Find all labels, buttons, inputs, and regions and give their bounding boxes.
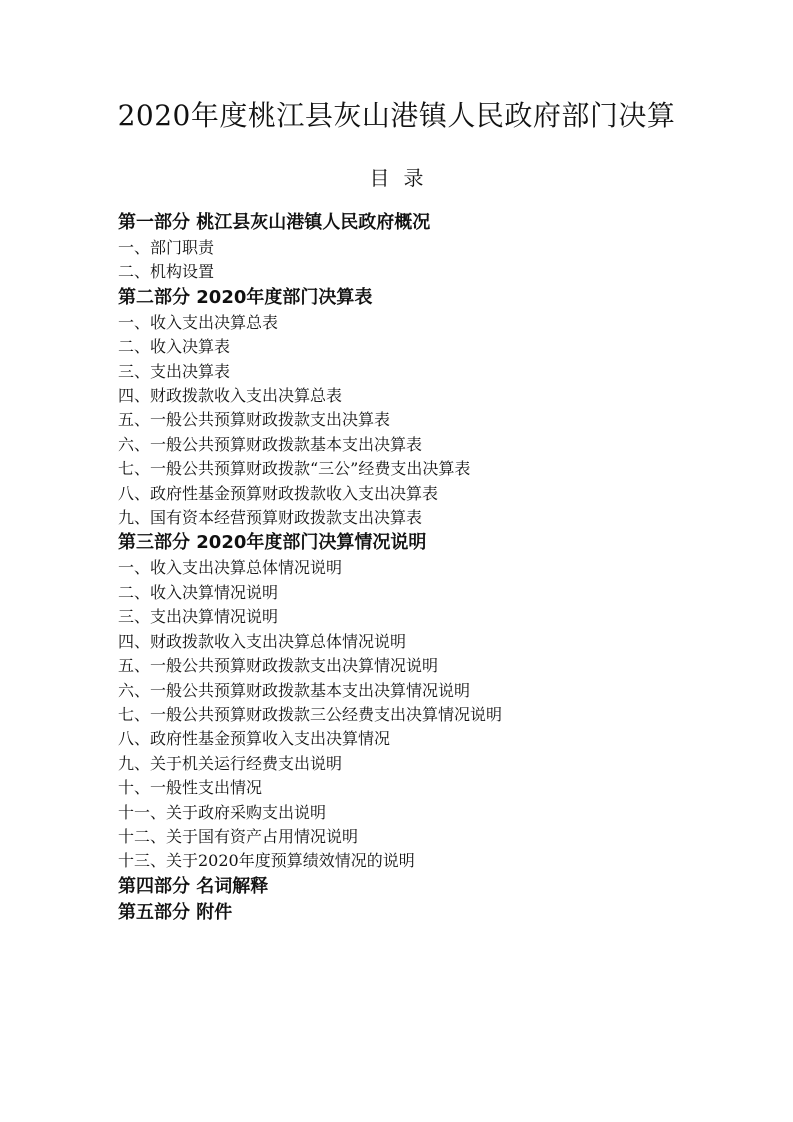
toc-part [118,210,718,285]
toc-part [118,874,718,900]
toc-part-title: 第四部分 名词解释 [118,875,269,897]
toc-part-title: 第一部分 桃江县灰山港镇人民政府概况 [118,212,431,233]
toc-part [118,285,718,531]
toc-item: 六、一般公共预算财政拨款基本支出决算情况说明 [118,680,471,700]
toc-item-list [118,311,718,531]
toc-part [118,900,718,926]
toc-item: 三、支出决算表 [118,361,231,381]
toc-item: 八、政府性基金预算财政拨款收入支出决算表 [118,483,439,503]
toc-item: 八、政府性基金预算收入支出决算情况 [118,729,391,749]
toc-item: 九、国有资本经营预算财政拨款支出决算表 [118,508,423,528]
toc-item: 六、一般公共预算财政拨款基本支出决算表 [118,434,423,454]
toc-item: 五、一般公共预算财政拨款支出决算情况说明 [118,656,439,676]
table-of-contents [118,210,718,926]
toc-item: 七、一般公共预算财政拨款“三公”经费支出决算表 [118,459,471,479]
toc-item: 四、财政拨款收入支出决算总表 [118,386,343,406]
toc-item-list [118,556,718,873]
toc-item: 二、收入决算情况说明 [118,582,279,602]
toc-item: 二、收入决算表 [118,337,231,357]
toc-part-title: 第二部分 2020年度部门决算表 [118,286,373,308]
toc-item: 一、收入支出决算总表 [118,312,279,332]
toc-heading: 目录 [369,166,438,190]
toc-item-list [118,236,718,285]
toc-item: 一、部门职责 [118,238,215,257]
toc-item: 七、一般公共预算财政拨款三公经费支出决算情况说明 [118,704,503,724]
toc-item: 十三、关于2020年度预算绩效情况的说明 [118,851,415,871]
toc-item: 十一、关于政府采购支出说明 [118,802,327,822]
toc-item: 三、支出决算情况说明 [118,607,279,627]
toc-item: 五、一般公共预算财政拨款支出决算表 [118,410,391,430]
toc-part-title: 第五部分 附件 [118,901,233,923]
toc-part-title: 第三部分 2020年度部门决算情况说明 [118,532,427,554]
toc-item: 十、一般性支出情况 [118,778,263,798]
toc-item: 四、财政拨款收入支出决算总体情况说明 [118,631,407,651]
toc-part [118,530,718,873]
toc-item: 十二、关于国有资产占用情况说明 [118,826,359,846]
toc-item: 一、收入支出决算总体情况说明 [118,558,343,578]
toc-item: 九、关于机关运行经费支出说明 [118,753,343,773]
document-title: 2020年度桃江县灰山港镇人民政府部门决算 [117,99,676,132]
toc-item: 二、机构设置 [118,262,215,282]
